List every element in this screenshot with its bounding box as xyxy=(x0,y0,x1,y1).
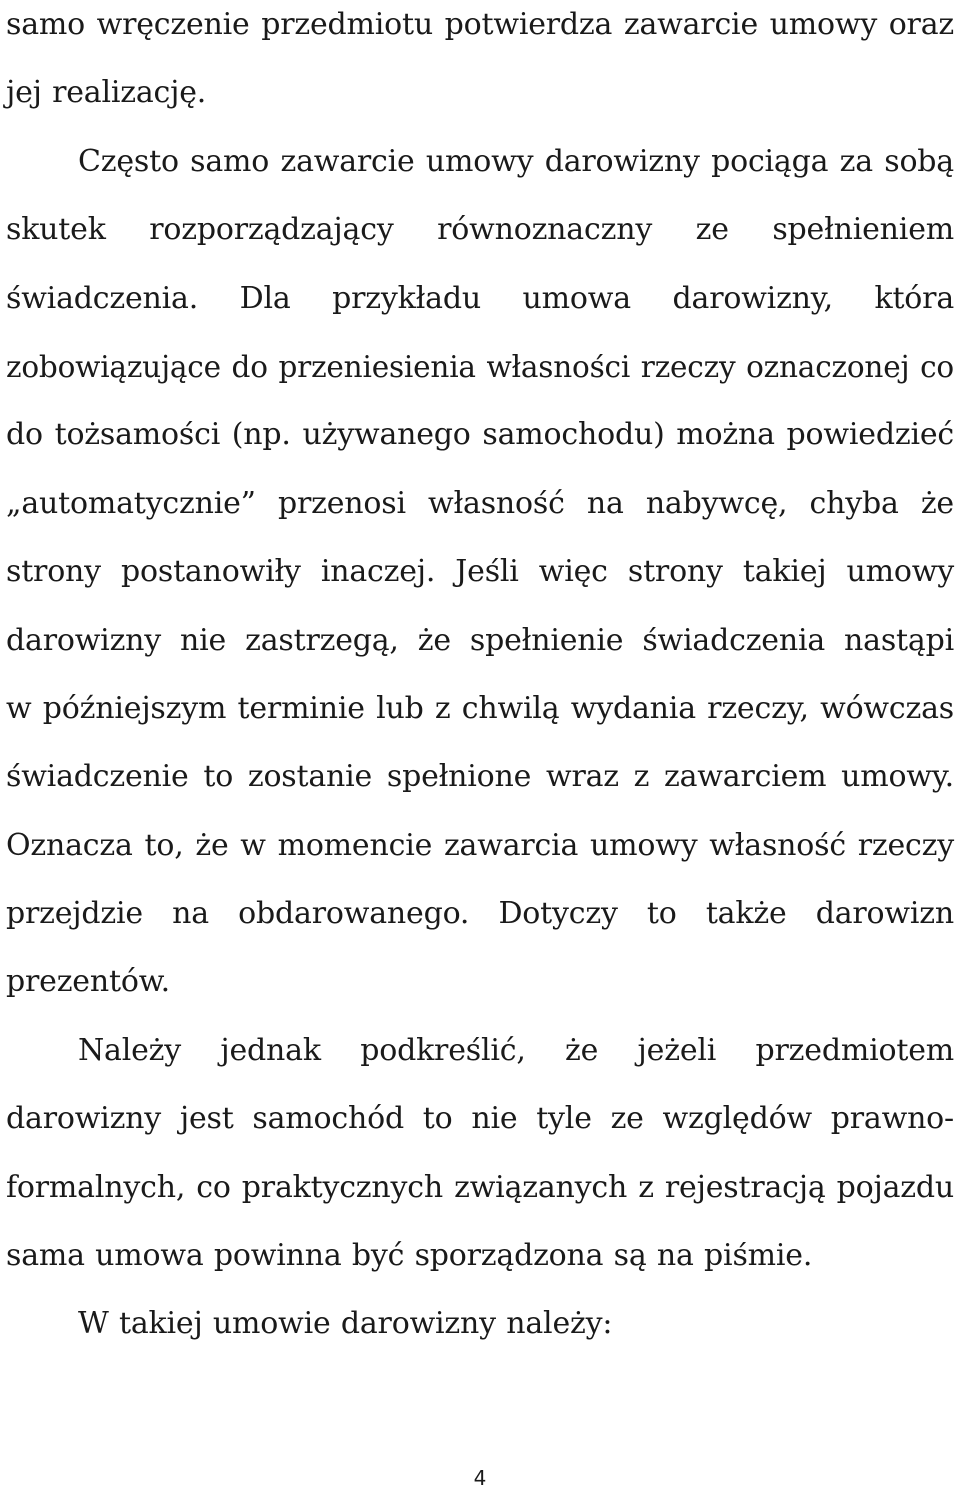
text-line: strony postanowiły inaczej. Jeśli więc strony takiej umowy xyxy=(6,554,954,590)
text-line: Często samo zawarcie umowy darowizny pociąga za sobą xyxy=(78,143,954,179)
text-line: sama umowa powinna być sporządzona są na piśmie. xyxy=(6,1238,813,1274)
body-text xyxy=(6,0,954,1359)
text-line: formalnych, co praktycznych związanych z rejestracją pojazdu xyxy=(6,1169,954,1205)
text-line: Oznacza to, że w momencie zawarcia umowy własność rzeczy xyxy=(6,827,954,863)
text-line: świadczenia. Dla przykładu umowa darowizny, która xyxy=(6,280,954,316)
text-line: świadczenie to zostanie spełnione wraz z zawarciem umowy. xyxy=(6,759,954,795)
text-line: samo wręczenie przedmiotu potwierdza zawarcie umowy oraz xyxy=(6,7,954,42)
text-line: darowizny nie zastrzegą, że spełnienie świadczenia nastąpi xyxy=(6,622,954,658)
text-line: do tożsamości (np. używanego samochodu) można powiedzieć xyxy=(6,417,954,453)
text-line: darowizny jest samochód to nie tyle ze względów prawno- xyxy=(6,1101,954,1137)
page-number: 4 xyxy=(473,1466,487,1490)
text-line: Należy jednak podkreślić, że jeżeli przedmiotem xyxy=(78,1032,954,1068)
text-line: skutek rozporządzający równoznaczny ze spełnieniem xyxy=(6,212,954,248)
text-line: przejdzie na obdarowanego. Dotyczy to także darowizn xyxy=(6,896,954,932)
text-line: W takiej umowie darowizny należy: xyxy=(78,1306,613,1342)
text-line: w późniejszym terminie lub z chwilą wydania rzeczy, wówczas xyxy=(6,690,954,726)
text-line: prezentów. xyxy=(6,964,170,1000)
text-line: zobowiązujące do przeniesienia własności rzeczy oznaczonej co xyxy=(6,349,954,384)
text-line: jej realizację. xyxy=(6,75,207,111)
text-line: „automatycznie” przenosi własność na nabywcę, chyba że xyxy=(6,485,954,521)
